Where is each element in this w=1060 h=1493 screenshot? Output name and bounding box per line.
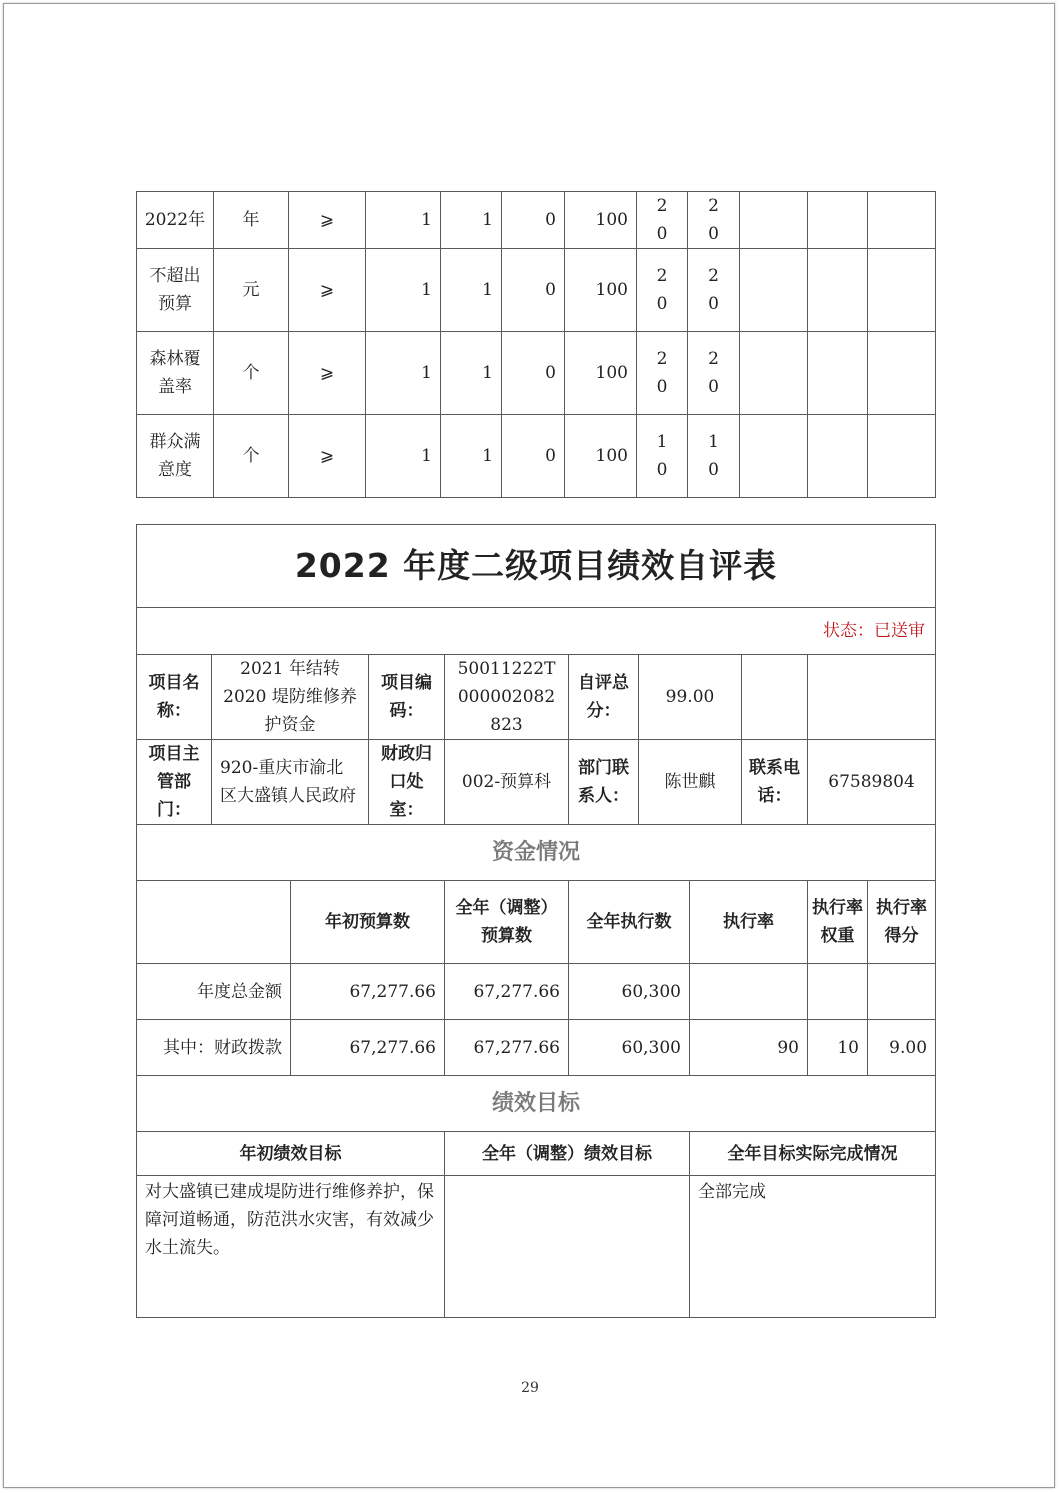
funds-row-budget: 67,277.66 xyxy=(291,1020,445,1076)
funds-row-executed: 60,300 xyxy=(569,1020,690,1076)
indicator-weight xyxy=(688,415,740,498)
funds-row-adjusted: 67,277.66 xyxy=(445,1020,569,1076)
indicator-row xyxy=(137,249,936,332)
contact-value: 陈世麒 xyxy=(639,740,742,825)
form-title: 2022 年度二级项目绩效自评表 xyxy=(137,525,936,608)
funds-header-budget: 年初预算数 xyxy=(291,881,445,964)
weight-digit: 0 xyxy=(656,460,668,480)
funds-row-weight: 10 xyxy=(808,1020,868,1076)
funds-header-rate: 执行率 xyxy=(690,881,808,964)
indicator-weight xyxy=(637,192,688,249)
empty-cell xyxy=(740,332,808,415)
funds-row-score: 9.00 xyxy=(868,1020,936,1076)
indicator-row xyxy=(137,192,936,249)
weight-digit: 2 xyxy=(708,266,719,286)
weight-digit: 0 xyxy=(708,460,719,480)
funds-row-label: 年度总金额 xyxy=(137,964,291,1020)
indicator-name: 2022年 xyxy=(137,192,214,249)
weight-digit: 2 xyxy=(708,349,719,369)
project-code-label: 项目编码： xyxy=(369,655,445,740)
indicator-value: 1 xyxy=(366,332,441,415)
status-label: 状态：已送审 xyxy=(137,608,936,655)
indicator-weight xyxy=(637,415,688,498)
indicator-value: 1 xyxy=(441,249,502,332)
indicator-name: 群众满意度 xyxy=(137,415,214,498)
office-value: 002-预算科 xyxy=(445,740,569,825)
indicator-operator: ⩾ xyxy=(289,192,366,249)
weight-digit: 0 xyxy=(656,224,668,244)
goals-initial-text: 对大盛镇已建成堤防进行维修养护，保障河道畅通，防范洪水灾害，有效减少水土流失。 xyxy=(137,1176,445,1318)
weight-digit: 2 xyxy=(656,349,668,369)
goals-actual-text: 全部完成 xyxy=(690,1176,936,1318)
project-code-value: 50011222T000002082823 xyxy=(445,655,569,740)
funds-row-weight xyxy=(808,964,868,1020)
indicator-unit: 个 xyxy=(214,415,289,498)
indicator-unit: 年 xyxy=(214,192,289,249)
funds-header-adjusted: 全年（调整）预算数 xyxy=(445,881,569,964)
indicator-weight xyxy=(688,249,740,332)
weight-digit: 1 xyxy=(708,432,719,452)
weight-digit: 2 xyxy=(656,266,668,286)
contact-label: 部门联系人： xyxy=(569,740,639,825)
funds-row-adjusted: 67,277.66 xyxy=(445,964,569,1020)
funds-section-title: 资金情况 xyxy=(137,825,936,881)
score-value: 99.00 xyxy=(639,655,742,740)
goals-adjusted-text xyxy=(445,1176,690,1318)
empty-cell xyxy=(808,192,868,249)
empty-cell xyxy=(868,192,936,249)
phone-value: 67589804 xyxy=(808,740,936,825)
goals-header-actual: 全年目标实际完成情况 xyxy=(690,1132,936,1176)
funds-header-executed: 全年执行数 xyxy=(569,881,690,964)
funds-row-executed: 60,300 xyxy=(569,964,690,1020)
empty-cell xyxy=(868,249,936,332)
indicator-value: 1 xyxy=(441,332,502,415)
empty-cell xyxy=(868,332,936,415)
indicator-value: 100 xyxy=(565,332,637,415)
phone-label: 联系电话： xyxy=(742,740,808,825)
funds-row-rate: 90 xyxy=(690,1020,808,1076)
indicator-value: 0 xyxy=(502,332,565,415)
dept-value: 920-重庆市渝北区大盛镇人民政府 xyxy=(212,740,369,825)
weight-digit: 0 xyxy=(708,224,719,244)
empty-header-cell xyxy=(137,881,291,964)
weight-digit: 0 xyxy=(708,377,719,397)
weight-digit: 2 xyxy=(708,196,719,216)
funds-row-rate xyxy=(690,964,808,1020)
performance-self-evaluation-table xyxy=(136,524,936,1318)
indicator-operator: ⩾ xyxy=(289,332,366,415)
indicator-operator: ⩾ xyxy=(289,415,366,498)
indicator-weight xyxy=(637,249,688,332)
indicator-unit: 个 xyxy=(214,332,289,415)
goals-section-title: 绩效目标 xyxy=(137,1076,936,1132)
indicator-operator: ⩾ xyxy=(289,249,366,332)
indicator-weight xyxy=(637,332,688,415)
weight-digit: 0 xyxy=(656,294,668,314)
indicator-value: 0 xyxy=(502,192,565,249)
empty-cell xyxy=(742,655,808,740)
indicator-weight xyxy=(688,192,740,249)
empty-cell xyxy=(740,249,808,332)
indicator-value: 100 xyxy=(565,249,637,332)
weight-digit: 0 xyxy=(656,377,668,397)
indicator-value: 0 xyxy=(502,249,565,332)
indicator-value: 1 xyxy=(441,192,502,249)
indicator-value: 1 xyxy=(441,415,502,498)
indicator-value: 100 xyxy=(565,192,637,249)
funds-row-label: 其中：财政拨款 xyxy=(137,1020,291,1076)
indicator-table-continued xyxy=(136,191,936,498)
empty-cell xyxy=(868,415,936,498)
page-number: 29 xyxy=(521,1380,539,1396)
empty-cell xyxy=(808,332,868,415)
indicator-unit: 元 xyxy=(214,249,289,332)
indicator-name: 不超出预算 xyxy=(137,249,214,332)
weight-digit: 1 xyxy=(656,432,668,452)
funds-header-score: 执行率得分 xyxy=(868,881,936,964)
office-label: 财政归口处室： xyxy=(369,740,445,825)
funds-row-budget: 67,277.66 xyxy=(291,964,445,1020)
empty-cell xyxy=(740,415,808,498)
indicator-value: 0 xyxy=(502,415,565,498)
dept-label: 项目主管部门： xyxy=(137,740,212,825)
score-label: 自评总分： xyxy=(569,655,639,740)
indicator-value: 1 xyxy=(366,192,441,249)
weight-digit: 0 xyxy=(708,294,719,314)
funds-row-score xyxy=(868,964,936,1020)
indicator-name: 森林覆盖率 xyxy=(137,332,214,415)
indicator-row xyxy=(137,332,936,415)
indicator-weight xyxy=(688,332,740,415)
indicator-value: 1 xyxy=(366,249,441,332)
weight-digit: 2 xyxy=(656,196,668,216)
indicator-value: 1 xyxy=(366,415,441,498)
goals-header-initial: 年初绩效目标 xyxy=(137,1132,445,1176)
goals-header-adjusted: 全年（调整）绩效目标 xyxy=(445,1132,690,1176)
indicator-row xyxy=(137,415,936,498)
project-name-value: 2021 年结转 2020 堤防维修养护资金 xyxy=(212,655,369,740)
indicator-value: 100 xyxy=(565,415,637,498)
project-name-label: 项目名称： xyxy=(137,655,212,740)
empty-cell xyxy=(740,192,808,249)
funds-header-weight: 执行率权重 xyxy=(808,881,868,964)
empty-cell xyxy=(808,249,868,332)
empty-cell xyxy=(808,655,936,740)
empty-cell xyxy=(808,415,868,498)
